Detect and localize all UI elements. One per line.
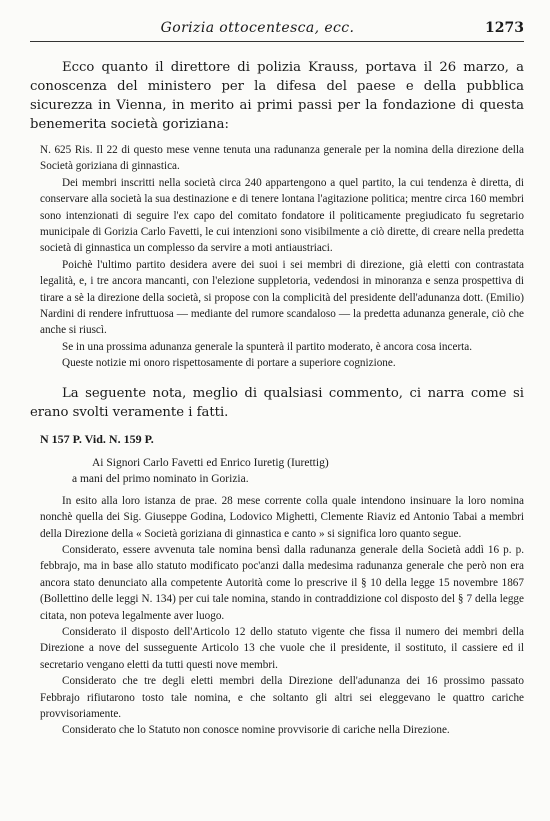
- note-paragraph: Considerato, essere avvenuta tale nomina bensì dalla radunanza generale della Società addì 16 p. p. febbrajo, ma in base allo statuto modificato poc'anzi dalla medesima radunanza generale che però non era ancora stato denunciato alla competente Autorità come lo prescrive il § 10 della legge 15 novembre 1867 (Bollettino delle leggi N. 134) per cui tale nomina, stando in contraddizione col disposto del § 7 della legge citata, non poteva legalmente aver luogo.: [40, 543, 524, 622]
- running-title: Gorizia ottocentesca, ecc.: [160, 20, 355, 36]
- report-paragraph: N. 625 Ris. Il 22 di questo mese venne tenuta una radunanza generale per la nomina della direzione della Società goriziana di ginnastica.: [40, 144, 524, 173]
- official-note: [30, 493, 524, 739]
- intro-paragraph-2: La seguente nota, meglio di qualsiasi commento, ci narra come si erano svolti veramente i fatti.: [30, 385, 524, 420]
- note-paragraph: Considerato il disposto dell'Articolo 12 dello statuto vigente che fissa il numero dei membri della Direzione a nove del susseguente Articolo 13 che vuole che il presidente, il sostituto, il cassiere ed il secretario vengano eletti da tutti questi nove membri.: [40, 625, 524, 671]
- police-report: [30, 142, 524, 372]
- document-reference: N 157 P. Vid. N. 159 P.: [40, 431, 154, 446]
- address-line: a mani del primo nominato in Gorizia.: [72, 472, 249, 485]
- report-paragraph: Dei membri inscritti nella società circa 240 appartengono a quel partito, la cui tendenza è diretta, di conservare alla società la sua destinazione e di tenere lontana l'agitazione politica; mentre circa 160 membri sono intenzionati di seguire l'ex capo del comitato fondatore il politicamente pregiudicato fu segretario municipale di Gorizia Carlo Favetti, le cui intenzioni sono visibilmente a ciò dirette, di creare nella predetta società di ginnastica un complesso da servire a moti antiaustriaci.: [40, 176, 524, 255]
- note-paragraph: Considerato che lo Statuto non conosce nomine provvisorie di cariche nella Direzione.: [62, 724, 450, 737]
- page-number: 1273: [485, 20, 524, 36]
- report-paragraph: Se in una prossima adunanza generale la spunterà il partito moderato, è ancora cosa incerta.: [62, 340, 473, 353]
- note-paragraph: Considerato che tre degli eletti membri della Direzione dell'adunanza dei 16 prossimo passato Febbrajo rifiutarono tosto tale nomina, e che soltanto gli altri sei eleggevano le quattro cariche provvisoriamente.: [40, 675, 524, 720]
- note-paragraph: In esito alla loro istanza de prae. 28 mese corrente colla quale intendono insinuare la loro nomina nonchè quella dei Sig. Giuseppe Godina, Lodovico Mighetti, Clemente Riaviz ed Antonio Tabai a membri della Direzione della « Società goriziana di ginnastica e canto » si significa loro quanto segue.: [40, 494, 524, 540]
- report-paragraph: Queste notizie mi onoro rispettosamente di portare a superiore cognizione.: [62, 357, 396, 370]
- intro-paragraph: Ecco quanto il direttore di polizia Krauss, portava il 26 marzo, a conoscenza del ministero per la difesa del paese e della pubblica sicurezza in Vienna, in merito ai primi passi per la fondazione di questa benemerita società goriziana:: [30, 60, 524, 132]
- page-header: [30, 0, 524, 42]
- report-paragraph: Poichè l'ultimo partito desidera avere dei suoi i sei membri di direzione, già eletti con contrastata legalità, e, i tre ancora mancanti, con l'elezione suppletoria, vedendosi in minoranza e senza prospettiva di tirare a sè la direzione della società, si propose con la complicità del presidente dell'adunanza dott. (Emilio) Nardini di rendere infruttuosa — mediante del rumore scandaloso — la predetta adunanza generale, ciò che anche si riuscì.: [40, 258, 524, 337]
- address-line: Ai Signori Carlo Favetti ed Enrico Iuretig (Iurettig): [92, 456, 329, 469]
